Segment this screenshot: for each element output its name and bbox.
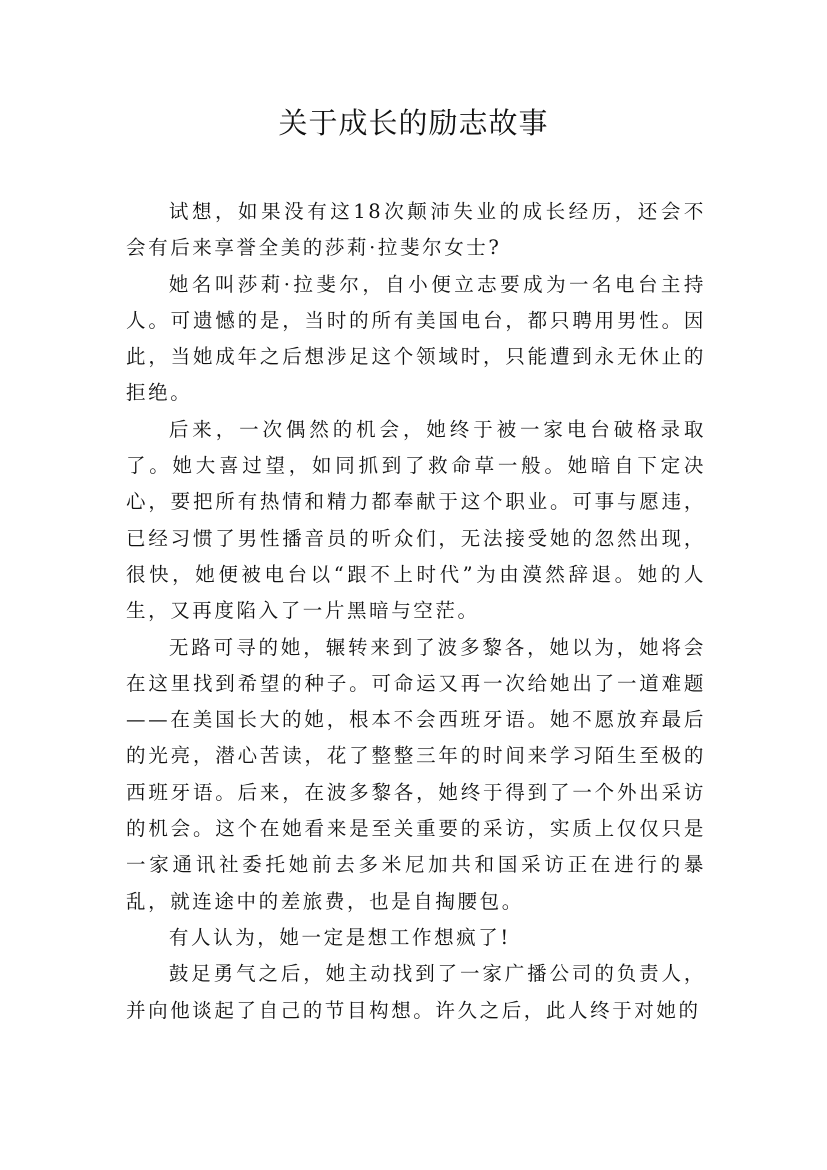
paragraph-3: 后来，一次偶然的机会，她终于被一家电台破格录取了。她大喜过望，如同抓到了救命草一般。她暗自下定决心，要把所有热情和精力都奉献于这个职业。可事与愿违，已经习惯了男性播音员的听众们，无法接受她的忽然出现，很快，她便被电台以“跟不上时代”为由漠然辞退。她的人生，又再度陷入了一片黑暗与空茫。	[126, 417, 706, 623]
paragraph-6: 鼓足勇气之后，她主动找到了一家广播公司的负责人，并向他谈起了自己的节目构想。许久之后，此人终于对她的	[126, 962, 706, 1022]
paragraph-1: 试想，如果没有这18次颠沛失业的成长经历，还会不会有后来享誉全美的莎莉·拉斐尔女士?	[126, 200, 706, 260]
paragraph-4: 无路可寻的她，辗转来到了波多黎各，她以为，她将会在这里找到希望的种子。可命运又再一次给她出了一道难题——在美国长大的她，根本不会西班牙语。她不愿放弃最后的光亮，潜心苦读，花了整整三年的时间来学习陌生至极的西班牙语。后来，在波多黎各，她终于得到了一个外出采访的机会。这个在她看来是至关重要的采访，实质上仅仅只是一家通讯社委托她前去多米尼加共和国采访正在进行的暴乱，就连途中的差旅费，也是自掏腰包。	[126, 635, 706, 913]
paragraph-2: 她名叫莎莉·拉斐尔，自小便立志要成为一名电台主持人。可遗憾的是，当时的所有美国电台，都只聘用男性。因此，当她成年之后想涉足这个领域时，只能遭到永无休止的拒绝。	[126, 272, 706, 405]
document-body	[126, 194, 706, 1029]
paragraph-5: 有人认为，她一定是想工作想疯了!	[168, 925, 511, 949]
document-title: 关于成长的励志故事	[278, 106, 549, 140]
